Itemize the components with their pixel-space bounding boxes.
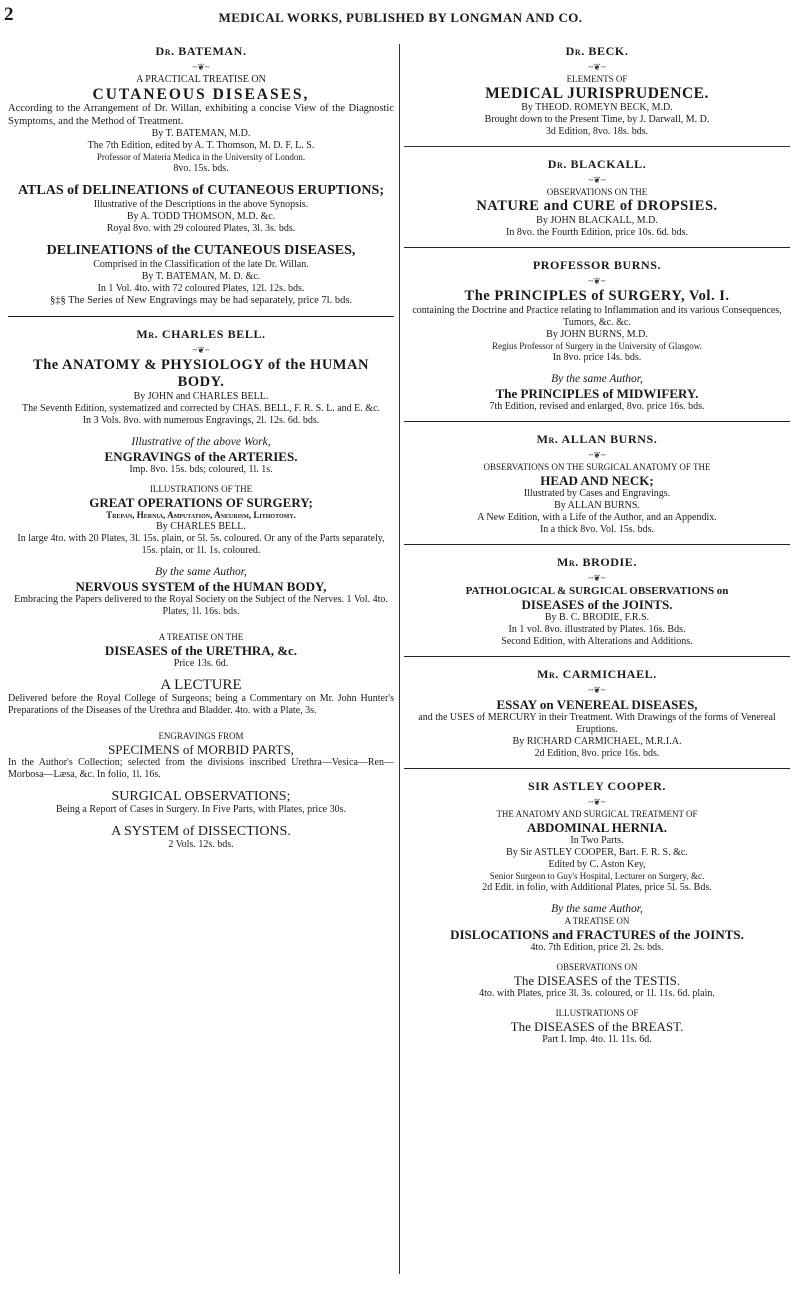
ornament-icon: ~❦~ xyxy=(192,344,210,355)
kicker: A PRACTICAL TREATISE ON xyxy=(136,74,266,85)
book-kicker: A TREATISE ON xyxy=(564,916,630,926)
book-price: In 1 vol. 8vo. illustrated by Plates. 16s. Bds. xyxy=(508,624,686,635)
book-kicker: THE ANATOMY AND SURGICAL TREATMENT OF xyxy=(496,809,698,819)
book-description: Delivered before the Royal College of Surgeons; being a Commentary on Mr. John Hunter's Preparations of the Diseases of the Urethra and Bladder. 4to. with a Plate, 3s. xyxy=(8,692,394,716)
author-title: Professor of Materia Medica in the University of London. xyxy=(96,152,306,162)
ornament-icon: ~❦~ xyxy=(588,62,606,72)
book-kicker: By the same Author, xyxy=(551,903,643,915)
author-title: Regius Professor of Surgery in the University of Glasgow. xyxy=(492,341,702,351)
section-divider xyxy=(8,316,394,317)
ornament-icon: ~❦~ xyxy=(588,175,606,185)
author-heading: Mr. CARMICHAEL. xyxy=(537,667,657,681)
book-price: 4to. 7th Edition, price 2l. 2s. bds. xyxy=(530,942,664,953)
book-description: Comprised in the Classification of the late Dr. Willan. xyxy=(93,259,309,270)
book-edition: A New Edition, with a Life of the Author, and an Appendix. xyxy=(477,512,717,523)
bateman-section xyxy=(8,44,394,308)
section-divider xyxy=(404,247,790,248)
beck-section xyxy=(404,44,790,138)
book-title: GREAT OPERATIONS OF SURGERY; xyxy=(89,494,313,510)
book-kicker: ILLUSTRATIONS OF THE xyxy=(149,483,253,494)
book-title: SPECIMENS of MORBID PARTS, xyxy=(108,741,294,757)
book-price: In 8vo. price 14s. bds. xyxy=(552,352,642,363)
book-edition: The 7th Edition, edited by A. T. Thomson, M. D. F. L. S. xyxy=(87,140,315,151)
book-price: Price 13s. 6d. xyxy=(173,657,229,669)
author-heading: PROFESSOR BURNS. xyxy=(532,258,662,272)
book-author: By Sir ASTLEY COOPER, Bart. F. R. S. &c. xyxy=(506,847,688,858)
author-heading: Mr. BRODIE. xyxy=(556,555,638,569)
ornament-icon: ~❦~ xyxy=(588,276,606,286)
book-author: By T. BATEMAN, M.D. xyxy=(151,128,251,139)
book-author: By JOHN and CHARLES BELL. xyxy=(133,390,269,402)
book-author: By JOHN BLACKALL, M.D. xyxy=(536,215,658,226)
book-kicker: ILLUSTRATIONS OF xyxy=(555,1008,639,1018)
book-price: 2d Edit. in folio, with Additional Plates, price 5l. 5s. Bds. xyxy=(482,882,712,893)
book-title: DISLOCATIONS and FRACTURES of the JOINTS. xyxy=(450,927,744,942)
running-title: MEDICAL WORKS, PUBLISHED BY LONGMAN AND CO. xyxy=(218,10,583,25)
book-description: According to the Arrangement of Dr. Willan, exhibiting a concise View of the Diagnostic Symptoms, and the Method of Treatment. xyxy=(8,103,394,127)
left-column xyxy=(8,44,394,851)
book-title: The ANATOMY & PHYSIOLOGY of the HUMAN BODY. xyxy=(33,356,369,390)
book-description: Illustrative of the Descriptions in the above Synopsis. xyxy=(93,199,309,210)
book-price: 2d Edition, 8vo. price 16s. bds. xyxy=(534,748,660,759)
author-heading: Dr. BLACKALL. xyxy=(547,157,647,171)
book-title: The PRINCIPLES of SURGERY, Vol. I. xyxy=(464,288,730,304)
book-subtitle: Trepan, Hernia, Amputation, Aneurism, Lithotomy. xyxy=(106,509,296,520)
book-title: NATURE and CURE of DROPSIES. xyxy=(476,198,718,214)
book-title: A LECTURE xyxy=(160,676,242,693)
editor-title: Senior Surgeon to Guy's Hospital, Lecturer on Surgery, &c. xyxy=(489,871,705,881)
section-divider xyxy=(404,146,790,147)
book-description: containing the Doctrine and Practice relating to Inflammation and its various Consequences, Tumors, &c. &c. xyxy=(412,305,782,328)
book-description: Being a Report of Cases in Surgery. In Five Parts, with Plates, price 30s. xyxy=(56,803,346,815)
carmichael-section xyxy=(404,667,790,760)
column-divider xyxy=(399,44,400,1274)
book-title: ATLAS of DELINEATIONS of CUTANEOUS ERUPTIONS; xyxy=(17,183,384,198)
page-number: 2 xyxy=(4,4,14,25)
section-divider xyxy=(404,768,790,769)
book-price: In large 4to. with 20 Plates, 3l. 15s. plain, or 5l. 5s. coloured. Or any of the Parts separately, 15s. plain, or 1l. 1s. coloured. xyxy=(17,532,385,556)
bell-section xyxy=(8,327,394,851)
book-description: and the USES of MERCURY in their Treatment. With Drawings of the forms of Venereal Eruptions. xyxy=(418,712,776,735)
book-author: By T. BATEMAN, M. D. &c. xyxy=(141,271,261,282)
book-price: Royal 8vo. with 29 coloured Plates, 3l. 3s. bds. xyxy=(106,223,296,234)
book-price: In 3 Vols. 8vo. with numerous Engravings, 2l. 12s. 6d. bds. xyxy=(82,414,320,426)
ornament-icon: ~❦~ xyxy=(588,450,606,460)
book-title: ESSAY on VENEREAL DISEASES, xyxy=(496,697,698,712)
section-divider xyxy=(404,544,790,545)
book-title: NERVOUS SYSTEM of the HUMAN BODY, xyxy=(75,578,327,594)
book-title: MEDICAL JURISPRUDENCE. xyxy=(485,85,709,102)
author-heading: Dr. BECK. xyxy=(565,44,629,58)
ornament-icon: ~❦~ xyxy=(588,685,606,695)
book-title: CUTANEOUS DISEASES, xyxy=(92,86,310,103)
book-kicker: OBSERVATIONS ON THE xyxy=(546,187,648,197)
book-author: By CHARLES BELL. xyxy=(156,520,246,532)
book-description: In the Author's Collection; selected from the divisions inscribed Urethra—Vesica—Ren—Morbosa—Læsa, &c. In folio, 1l. 16s. xyxy=(8,756,394,780)
book-title: DELINEATIONS of the CUTANEOUS DISEASES, xyxy=(46,243,356,258)
author-heading: SIR ASTLEY COOPER. xyxy=(527,779,667,793)
ornament-icon: ~❦~ xyxy=(192,62,210,72)
book-author: By ALLAN BURNS. xyxy=(554,500,640,511)
book-kicker: ENGRAVINGS FROM xyxy=(158,730,244,741)
book-title: DISEASES of the URETHRA, &c. xyxy=(104,642,298,658)
book-parts: In Two Parts. xyxy=(570,835,624,846)
book-author: By A. TODD THOMSON, M.D. &c. xyxy=(126,211,276,222)
book-kicker: ELEMENTS OF xyxy=(566,74,628,84)
book-title: A SYSTEM of DISSECTIONS. xyxy=(111,823,291,839)
book-author: By THEOD. ROMEYN BECK, M.D. xyxy=(521,102,673,113)
book-kicker: Illustrative of the above Work, xyxy=(131,435,271,448)
book-kicker: By the same Author, xyxy=(551,373,643,385)
book-author: By RICHARD CARMICHAEL, M.R.I.A. xyxy=(512,736,682,747)
book-title: ENGRAVINGS of the ARTERIES. xyxy=(104,448,298,464)
book-price: 8vo. 15s. bds. xyxy=(173,163,229,174)
section-divider xyxy=(404,656,790,657)
page-header xyxy=(0,4,801,28)
author-heading: Dr. BATEMAN. xyxy=(155,44,247,58)
book-price: 3d Edition, 8vo. 18s. bds. xyxy=(545,126,649,137)
book-kicker: A TREATISE ON THE xyxy=(158,631,244,642)
book-editor: Edited by C. Aston Key, xyxy=(548,859,646,870)
book-description: Embracing the Papers delivered to the Royal Society on the Subject of the Nerves. 1 Vol. 4to. Plates, 1l. 16s. bds. xyxy=(14,593,388,617)
cooper-section xyxy=(404,779,790,1046)
book-title: HEAD AND NECK; xyxy=(540,473,654,488)
book-edition: Second Edition, with Alterations and Additions. xyxy=(501,636,693,647)
book-title: The PRINCIPLES of MIDWIFERY. xyxy=(495,386,699,401)
book-title: The DISEASES of the TESTIS. xyxy=(513,973,681,988)
book-title: SURGICAL OBSERVATIONS; xyxy=(111,788,291,804)
book-description: The Seventh Edition, systematized and corrected by CHAS. BELL, F. R. S. L. and E. &c. xyxy=(21,402,381,414)
book-price: 2 Vols. 12s. bds. xyxy=(168,838,234,850)
burns-section xyxy=(404,258,790,413)
book-price: 4to. with Plates, price 3l. 3s. coloured, or 1l. 11s. 6d. plain. xyxy=(479,988,715,999)
author-heading: Mr. ALLAN BURNS. xyxy=(536,432,658,446)
ornament-icon: ~❦~ xyxy=(588,797,606,807)
allan-burns-section xyxy=(404,432,790,536)
book-kicker: By the same Author, xyxy=(155,565,247,578)
book-kicker: OBSERVATIONS ON xyxy=(556,962,638,972)
book-note: §‡§ The Series of New Engravings may be had separately, price 7l. bds. xyxy=(49,295,353,306)
book-title-line2: DISEASES of the JOINTS. xyxy=(521,597,673,612)
book-author: By B. C. BRODIE, F.R.S. xyxy=(544,612,650,623)
book-description: Brought down to the Present Time, by J. Darwall, M. D. xyxy=(484,114,710,125)
book-title: ABDOMINAL HERNIA. xyxy=(526,820,668,835)
ornament-icon: ~❦~ xyxy=(588,573,606,583)
book-description: Illustrated by Cases and Engravings. xyxy=(523,488,671,499)
blackall-section xyxy=(404,157,790,239)
book-kicker: OBSERVATIONS ON THE SURGICAL ANATOMY OF THE xyxy=(483,462,711,472)
book-price: Imp. 8vo. 15s. bds; coloured, 1l. 1s. xyxy=(129,463,273,475)
book-price: In a thick 8vo. Vol. 15s. bds. xyxy=(539,524,655,535)
author-heading: Mr. CHARLES BELL. xyxy=(136,326,266,341)
book-title: The DISEASES of the BREAST. xyxy=(510,1019,684,1034)
book-price: In 1 Vol. 4to. with 72 coloured Plates, 12l. 12s. bds. xyxy=(97,283,305,294)
book-price: 7th Edition, revised and enlarged, 8vo. price 16s. bds. xyxy=(489,401,705,412)
section-divider xyxy=(404,421,790,422)
book-title: PATHOLOGICAL & SURGICAL OBSERVATIONS on xyxy=(465,585,729,597)
book-price: In 8vo. the Fourth Edition, price 10s. 6d. bds. xyxy=(506,227,688,238)
book-price: Part I. Imp. 4to. 1l. 11s. 6d. xyxy=(542,1034,652,1045)
brodie-section xyxy=(404,555,790,648)
right-column xyxy=(404,44,790,1046)
book-author: By JOHN BURNS, M.D. xyxy=(546,329,648,340)
